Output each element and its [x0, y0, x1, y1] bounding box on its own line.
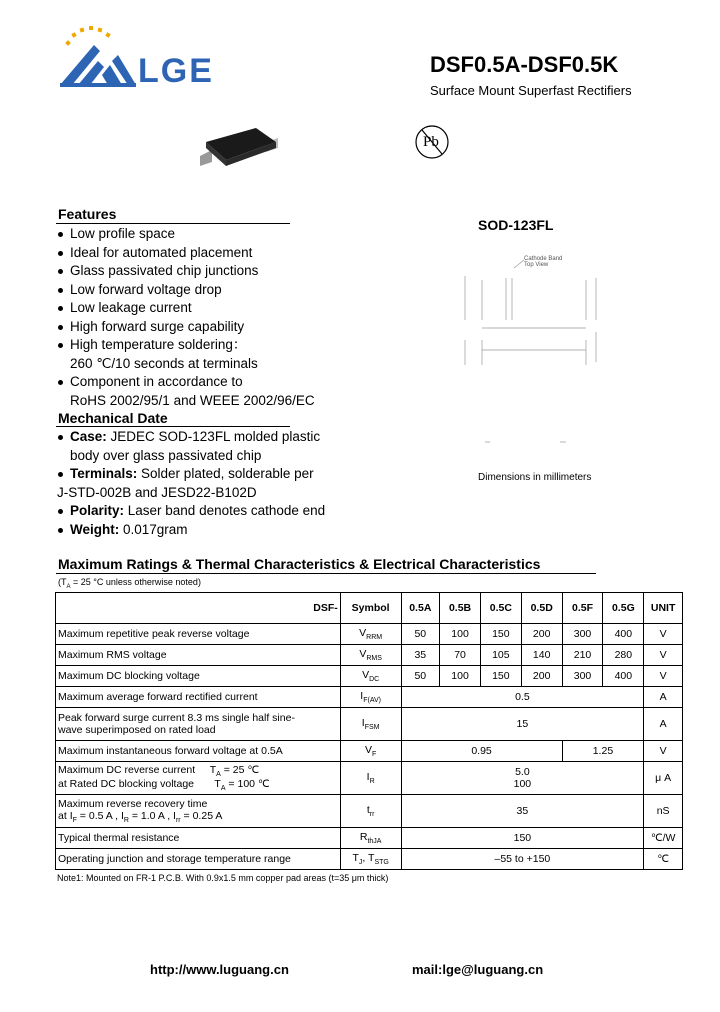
- feature-item: High temperature soldering： 260 ℃/10 seconds at terminals: [57, 336, 357, 373]
- feature-item: Ideal for automated placement: [57, 244, 357, 263]
- package-dimension-drawing: [410, 250, 610, 450]
- bullet-icon: [58, 528, 63, 533]
- table-header-row: DSF- Symbol 0.5A 0.5B 0.5C 0.5D 0.5F 0.5G UNIT: [56, 593, 683, 624]
- ratings-rule: [56, 573, 596, 574]
- bullet-icon: [58, 343, 63, 348]
- mechanical-list: [57, 428, 357, 539]
- mechanical-rule: [56, 426, 290, 427]
- feature-item: High forward surge capability: [57, 318, 357, 337]
- table-row: Peak forward surge current 8.3 ms single half sine- wave superimposed on rated load $I_{FSM}$ 15 A: [56, 708, 683, 741]
- ratings-heading: Maximum Ratings & Thermal Characteristics & Electrical Characteristics: [58, 556, 541, 572]
- pb-free-badge: [414, 124, 450, 160]
- table-row: Maximum repetitive peak reverse voltage $V_{RRM}$ 50 100 150 200 300 400 V: [56, 624, 683, 645]
- mechanical-item: Terminals: Solder plated, solderable per J-STD-002B and JESD22-B102D: [57, 466, 314, 500]
- feature-item: Low leakage current: [57, 299, 357, 318]
- logo-mark-icon: [58, 25, 138, 91]
- table-row: Maximum DC blocking voltage $V_{DC}$ 50 100 150 200 300 400 V: [56, 666, 683, 687]
- bullet-icon: [58, 325, 63, 330]
- feature-item: Component in accordance to RoHS 2002/95/1 and WEEE 2002/96/EC: [57, 373, 357, 410]
- table-note: Note1: Mounted on FR-1 P.C.B. With 0.9x1.5 mm copper pad areas (t=35 μm thick): [57, 873, 389, 883]
- table-row: Maximum DC reverse current $T_A = 25$ ℃ at Rated DC blocking voltage $T_A = 100$ ℃ $I_R$ 5.0 100 μ A: [56, 762, 683, 795]
- cathode-band-label: Cathode Band Top View: [524, 256, 563, 268]
- bullet-icon: [58, 435, 63, 440]
- mechanical-item: Case: JEDEC SOD-123FL molded plastic body over glass passivated chip: [57, 428, 357, 465]
- bullet-icon: [58, 269, 63, 274]
- features-rule: [56, 223, 290, 224]
- feature-item: Low profile space: [57, 225, 357, 244]
- component-image: [196, 122, 282, 172]
- bullet-icon: [58, 288, 63, 293]
- table-row: Maximum reverse recovery time at $I_F = 0.5$ A , $I_R = 1.0$ A , $I_{rr} = 0.25$ A $t_{rr}$ 35 nS: [56, 795, 683, 828]
- table-row: Maximum average forward rectified current $I_{F(AV)}$ 0.5 A: [56, 687, 683, 708]
- mechanical-item: Weight: 0.017gram: [57, 521, 357, 540]
- pb-badge-text: Pb: [423, 134, 439, 150]
- table-row: Maximum instantaneous forward voltage at 0.5A $V_F$ 0.95 1.25 V: [56, 741, 683, 762]
- website-link[interactable]: http://www.luguang.cn: [150, 962, 289, 977]
- email-link[interactable]: mail:lge@luguang.cn: [412, 962, 544, 977]
- features-list: [57, 225, 357, 410]
- company-logo: [58, 25, 138, 91]
- bullet-icon: [58, 232, 63, 237]
- brand-name: LGE: [138, 52, 214, 90]
- bullet-icon: [58, 509, 63, 514]
- bullet-icon: [58, 472, 63, 477]
- bullet-icon: [58, 306, 63, 311]
- features-heading: Features: [58, 206, 117, 222]
- bullet-icon: [58, 380, 63, 385]
- table-row: Typical thermal resistance $R_{thJA}$ 150 ℃/W: [56, 828, 683, 849]
- feature-item: Low forward voltage drop: [57, 281, 357, 300]
- package-name: SOD-123FL: [478, 217, 554, 233]
- table-row: Operating junction and storage temperature range $T_J$, $T_{STG}$ –55 to +150 ℃: [56, 849, 683, 870]
- product-subtitle: Surface Mount Superfast Rectifiers: [430, 83, 632, 98]
- mechanical-item: Polarity: Laser band denotes cathode end: [57, 502, 357, 521]
- bullet-icon: [58, 251, 63, 256]
- table-row: Maximum RMS voltage $V_{RMS}$ 35 70 105 140 210 280 V: [56, 645, 683, 666]
- ratings-condition: ($T_A = 25$ °C unless otherwise noted): [58, 577, 201, 590]
- part-number-title: DSF0.5A-DSF0.5K: [430, 52, 619, 77]
- dimensions-caption: Dimensions in millimeters: [478, 472, 592, 483]
- feature-item: Glass passivated chip junctions: [57, 262, 357, 281]
- mechanical-heading: Mechanical Date: [58, 410, 168, 426]
- ratings-table: [55, 592, 683, 870]
